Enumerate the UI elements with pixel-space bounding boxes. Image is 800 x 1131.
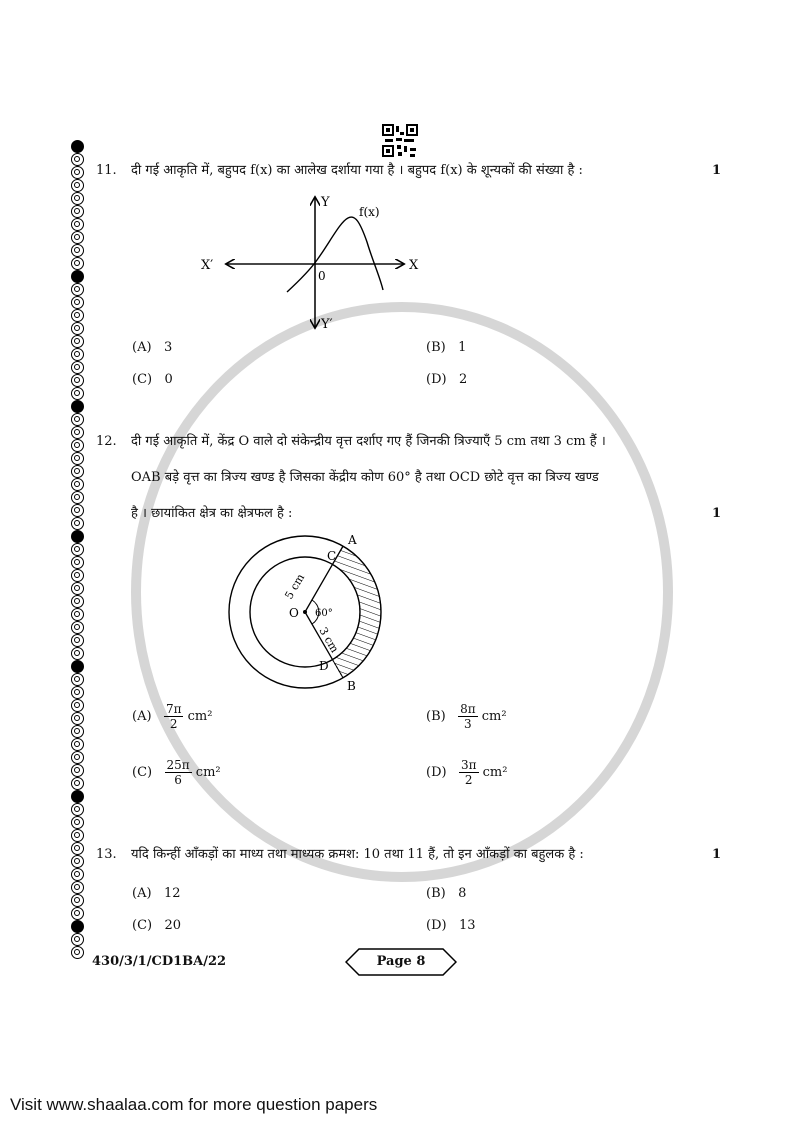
- question-row: [131, 505, 721, 523]
- option-unit: cm²: [481, 709, 507, 724]
- question-text: दी गई आकृति में, बहुपद f(x) का आलेख दर्शाया गया है । बहुपद f(x) के शून्यकों की संख्या है :: [131, 163, 583, 178]
- margin-ring: [71, 140, 84, 153]
- option-a: [132, 886, 181, 901]
- curve-fx: [287, 217, 383, 292]
- margin-ring: [71, 608, 84, 621]
- question-marks: 1: [711, 163, 721, 178]
- option-value: 2: [458, 372, 468, 387]
- margin-ring: [71, 153, 84, 166]
- label-r2: 3 cm: [316, 625, 342, 655]
- margin-ring: [71, 387, 84, 400]
- visit-link[interactable]: Visit www.shaalaa.com for more question papers: [10, 1095, 378, 1114]
- polynomial-graph: [195, 192, 435, 332]
- margin-ring: [71, 621, 84, 634]
- option-c: [132, 372, 173, 387]
- margin-ring: [71, 218, 84, 231]
- question-marks: 1: [711, 506, 721, 521]
- label-c: C: [327, 549, 337, 563]
- option-b: [426, 340, 466, 355]
- margin-ring: [71, 244, 84, 257]
- paper-code: 430/3/1/CD1BA/22: [92, 954, 227, 969]
- margin-ring: [71, 309, 84, 322]
- option-c: [132, 918, 181, 933]
- margin-ring: [71, 881, 84, 894]
- margin-ring: [71, 855, 84, 868]
- option-label: (A): [132, 886, 152, 901]
- label-angle: 60°: [315, 608, 333, 619]
- margin-ring: [71, 712, 84, 725]
- question-number: 11.: [96, 163, 117, 178]
- question-row: [131, 846, 721, 864]
- option-unit: cm²: [195, 765, 221, 780]
- option-d: [426, 372, 467, 387]
- margin-ring: [71, 231, 84, 244]
- concentric-circles-figure: [215, 530, 400, 700]
- margin-ring: [71, 582, 84, 595]
- margin-ring: [71, 439, 84, 452]
- option-value: 13: [458, 918, 476, 933]
- option-c: [132, 758, 221, 787]
- qr-code-icon: [382, 124, 418, 158]
- option-label: (D): [426, 765, 447, 780]
- fraction-numerator: 3π: [460, 758, 477, 772]
- option-label: (B): [426, 340, 446, 355]
- label-origin: 0: [318, 269, 326, 283]
- margin-ring: [71, 946, 84, 959]
- label-y-neg: Y′: [321, 317, 333, 332]
- margin-ring: [71, 803, 84, 816]
- question-line: OAB बड़े वृत्त का त्रिज्य खण्ड है जिसका केंद्रीय कोण 60° है तथा OCD छोटे वृत्त का त्रिज्य खण्ड: [131, 470, 599, 485]
- question-number: 12.: [96, 434, 117, 449]
- margin-ring: [71, 569, 84, 582]
- label-o: O: [289, 606, 299, 620]
- margin-ring: [71, 933, 84, 946]
- margin-ring: [71, 816, 84, 829]
- margin-ring: [71, 647, 84, 660]
- option-b: [426, 886, 466, 901]
- question-line: है । छायांकित क्षेत्र का क्षेत्रफल है :: [131, 506, 293, 521]
- option-label: (A): [132, 340, 152, 355]
- option-unit: cm²: [187, 709, 213, 724]
- fraction-numerator: 25π: [166, 758, 190, 772]
- page-number: Page 8: [376, 954, 426, 969]
- label-y: Y: [321, 195, 330, 210]
- label-a: A: [348, 533, 357, 547]
- margin-ring: [71, 166, 84, 179]
- margin-ring: [71, 517, 84, 530]
- margin-ring: [71, 192, 84, 205]
- option-label: (D): [426, 372, 447, 387]
- fraction-denominator: 2: [464, 773, 473, 787]
- margin-ring: [71, 699, 84, 712]
- fraction-denominator: 2: [169, 717, 178, 731]
- margin-ring: [71, 374, 84, 387]
- margin-ring: [71, 725, 84, 738]
- margin-ring: [71, 829, 84, 842]
- option-label: (D): [426, 918, 447, 933]
- margin-ring: [71, 738, 84, 751]
- question-line: दी गई आकृति में, केंद्र O वाले दो संकेन्द्रीय वृत्त दर्शाए गए हैं जिनकी त्रिज्याएँ 5 cm तथा 3 cm हैं ।: [131, 434, 606, 449]
- question-text: यदि किन्हीं आँकड़ों का माध्य तथा माध्यक क्रमश: 10 तथा 11 हैं, तो इन आँकड़ों का बहुलक है :: [131, 847, 584, 862]
- margin-ring: [71, 660, 84, 673]
- margin-ring: [71, 361, 84, 374]
- margin-ring: [71, 335, 84, 348]
- option-value: 0: [164, 372, 173, 387]
- margin-ring-column: [71, 140, 87, 959]
- question-row: [131, 162, 721, 180]
- fraction-numerator: 7π: [165, 702, 182, 716]
- margin-ring: [71, 491, 84, 504]
- label-b: B: [347, 679, 356, 693]
- fraction-denominator: 6: [174, 773, 182, 787]
- option-d: [426, 758, 507, 787]
- option-a: [132, 702, 212, 731]
- margin-ring: [71, 478, 84, 491]
- label-x-neg: X′: [201, 258, 214, 273]
- option-unit: cm²: [482, 765, 508, 780]
- margin-ring: [71, 868, 84, 881]
- margin-ring: [71, 634, 84, 647]
- margin-ring: [71, 920, 84, 933]
- margin-ring: [71, 452, 84, 465]
- option-value: 1: [458, 340, 467, 355]
- margin-ring: [71, 504, 84, 517]
- fraction-denominator: 3: [464, 717, 472, 731]
- margin-ring: [71, 686, 84, 699]
- option-label: (C): [132, 918, 153, 933]
- margin-ring: [71, 751, 84, 764]
- margin-ring: [71, 283, 84, 296]
- option-label: (C): [132, 372, 153, 387]
- margin-ring: [71, 413, 84, 426]
- margin-ring: [71, 322, 84, 335]
- label-d: D: [319, 659, 329, 673]
- question-marks: 1: [711, 847, 721, 862]
- margin-ring: [71, 400, 84, 413]
- margin-ring: [71, 673, 84, 686]
- margin-ring: [71, 543, 84, 556]
- option-b: [426, 702, 507, 731]
- margin-ring: [71, 764, 84, 777]
- fraction-numerator: 8π: [460, 702, 476, 716]
- margin-ring: [71, 465, 84, 478]
- margin-ring: [71, 595, 84, 608]
- option-label: (C): [132, 765, 153, 780]
- margin-ring: [71, 790, 84, 803]
- margin-ring: [71, 348, 84, 361]
- option-value: 3: [163, 340, 173, 355]
- margin-ring: [71, 894, 84, 907]
- margin-ring: [71, 270, 84, 283]
- margin-ring: [71, 530, 84, 543]
- margin-ring: [71, 426, 84, 439]
- option-label: (A): [132, 709, 152, 724]
- margin-ring: [71, 205, 84, 218]
- margin-ring: [71, 257, 84, 270]
- margin-ring: [71, 777, 84, 790]
- shaded-region: [333, 546, 381, 678]
- question-number: 13.: [96, 847, 117, 862]
- option-value: 8: [458, 886, 467, 901]
- label-x: X: [409, 258, 419, 273]
- margin-ring: [71, 296, 84, 309]
- margin-ring: [71, 842, 84, 855]
- label-fx: f(x): [359, 205, 380, 219]
- label-r1: 5 cm: [282, 571, 308, 602]
- margin-ring: [71, 179, 84, 192]
- option-d: [426, 918, 476, 933]
- margin-ring: [71, 907, 84, 920]
- option-a: [132, 340, 172, 355]
- option-label: (B): [426, 709, 446, 724]
- option-label: (B): [426, 886, 446, 901]
- option-value: 20: [164, 918, 182, 933]
- margin-ring: [71, 556, 84, 569]
- option-value: 12: [163, 886, 181, 901]
